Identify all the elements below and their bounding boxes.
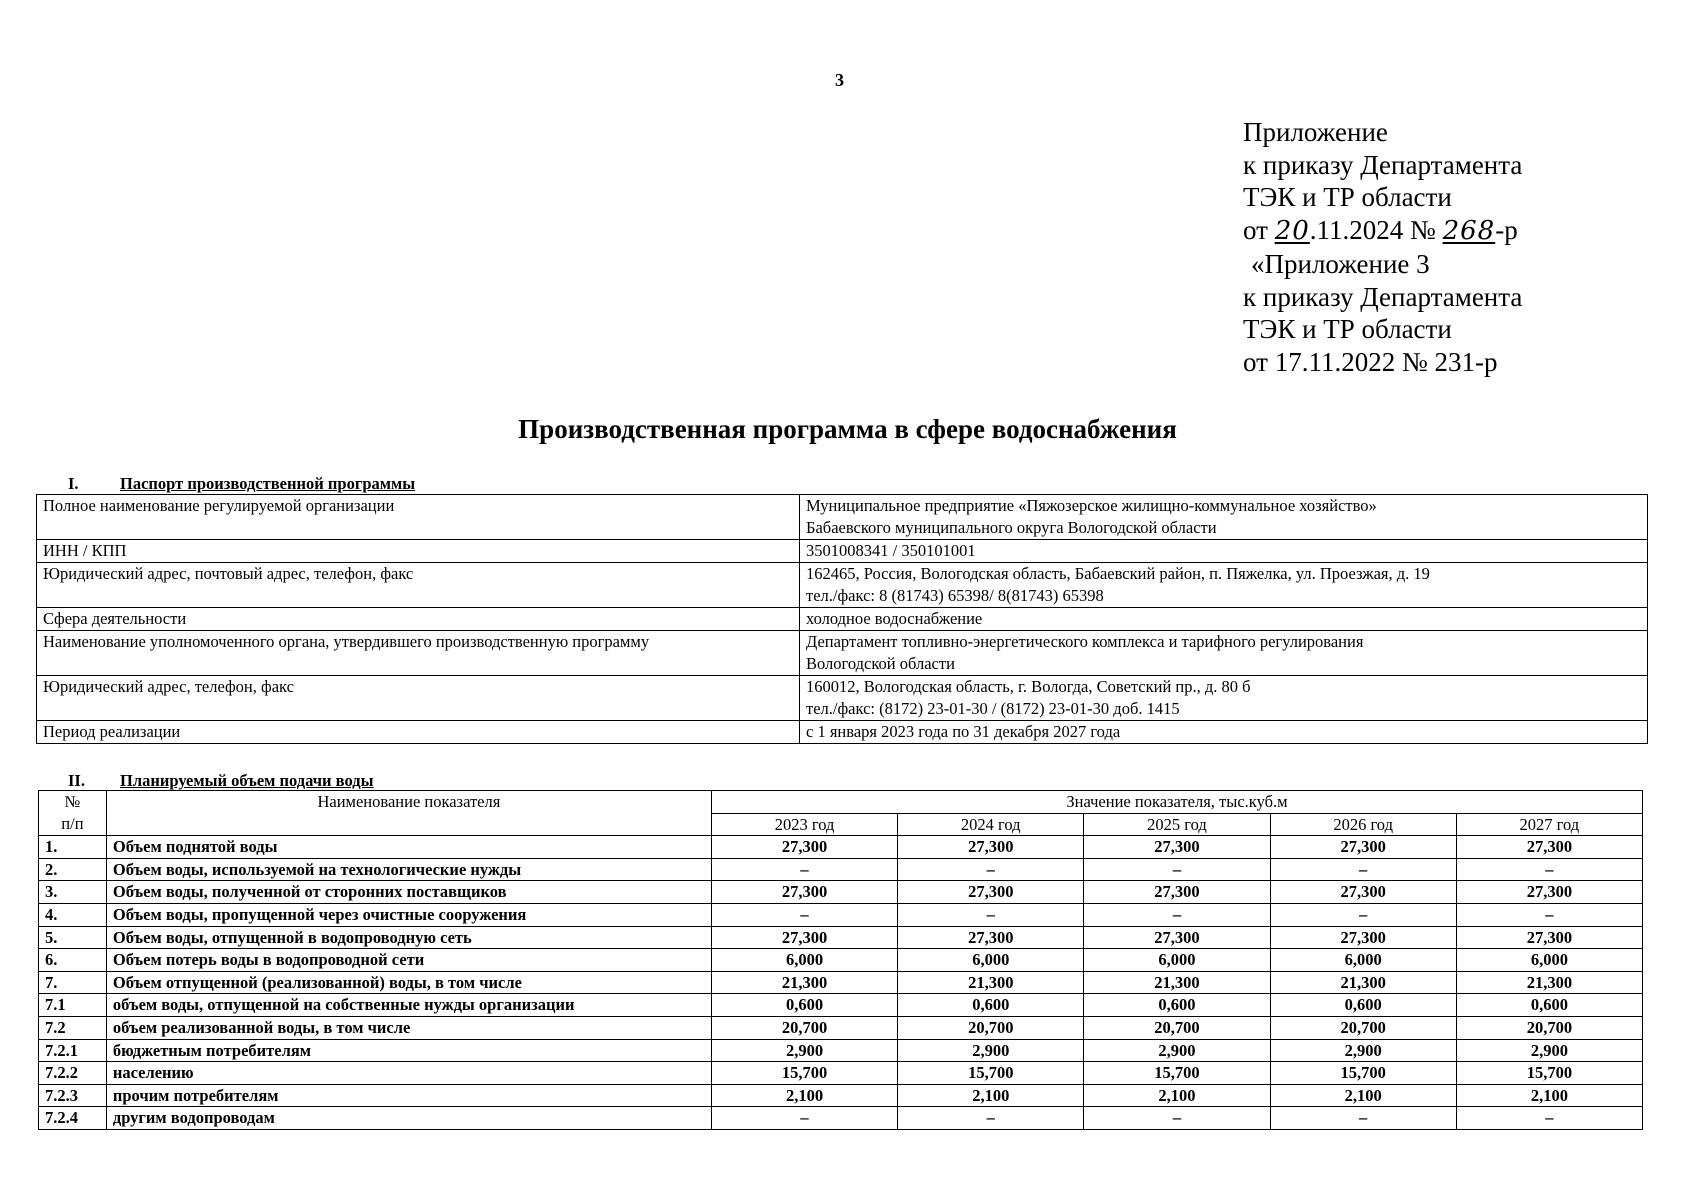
row-indicator-name: прочим потребителям bbox=[106, 1084, 711, 1107]
row-value: 27,300 bbox=[711, 836, 897, 859]
row-value: 2,100 bbox=[1270, 1084, 1456, 1107]
row-number: 6. bbox=[39, 949, 107, 972]
passport-label: Наименование уполномоченного органа, утвердившего производственную программу bbox=[37, 631, 800, 676]
row-number: 7.2.1 bbox=[39, 1039, 107, 1062]
row-value: 6,000 bbox=[898, 949, 1084, 972]
row-number: 7.2.4 bbox=[39, 1107, 107, 1130]
row-value: – bbox=[711, 1107, 897, 1130]
row-value: 2,100 bbox=[898, 1084, 1084, 1107]
table-row bbox=[39, 836, 1643, 859]
table-row bbox=[39, 858, 1643, 881]
table-row bbox=[39, 903, 1643, 926]
header-name: Наименование показателя bbox=[106, 791, 711, 836]
row-number: 7.2 bbox=[39, 1016, 107, 1039]
passport-value bbox=[800, 631, 1648, 676]
appendix-block bbox=[1243, 116, 1522, 379]
row-value: 15,700 bbox=[1084, 1062, 1270, 1085]
row-indicator-name: Объем поднятой воды bbox=[106, 836, 711, 859]
row-value: 2,100 bbox=[1456, 1084, 1642, 1107]
row-value: 6,000 bbox=[711, 949, 897, 972]
passport-label: Юридический адрес, телефон, факс bbox=[37, 676, 800, 721]
appendix-line: «Приложение 3 bbox=[1251, 248, 1430, 279]
row-value: 0,600 bbox=[1456, 994, 1642, 1017]
row-value: 15,700 bbox=[1270, 1062, 1456, 1085]
table-row bbox=[37, 721, 1648, 744]
row-number: 7. bbox=[39, 971, 107, 994]
table-row bbox=[39, 1084, 1643, 1107]
row-value: 27,300 bbox=[1084, 881, 1270, 904]
header-year: 2023 год bbox=[711, 813, 897, 836]
table-header-row bbox=[39, 791, 1643, 814]
row-value: – bbox=[898, 1107, 1084, 1130]
handwritten-day: 20 bbox=[1274, 216, 1310, 247]
row-number: 5. bbox=[39, 926, 107, 949]
passport-label: Юридический адрес, почтовый адрес, телефон, факс bbox=[37, 563, 800, 608]
header-num-line: № bbox=[64, 792, 81, 811]
appendix-line: к приказу Департамента bbox=[1243, 149, 1523, 180]
table-row bbox=[37, 676, 1648, 721]
table-row bbox=[39, 994, 1643, 1017]
section-number: I. bbox=[68, 474, 79, 493]
appendix-line: Приложение bbox=[1243, 117, 1388, 147]
passport-table bbox=[36, 494, 1648, 744]
document-title: Производственная программа в сфере водоснабжения bbox=[518, 414, 1177, 444]
row-number: 3. bbox=[39, 881, 107, 904]
row-value: 15,700 bbox=[1456, 1062, 1642, 1085]
row-value: 2,900 bbox=[1270, 1039, 1456, 1062]
row-value: – bbox=[1456, 1107, 1642, 1130]
row-indicator-name: объем реализованной воды, в том числе bbox=[106, 1016, 711, 1039]
row-number: 2. bbox=[39, 858, 107, 881]
row-indicator-name: другим водопроводам bbox=[106, 1107, 711, 1130]
row-value: 2,100 bbox=[711, 1084, 897, 1107]
row-value: 6,000 bbox=[1456, 949, 1642, 972]
row-value: 0,600 bbox=[711, 994, 897, 1017]
row-value: 27,300 bbox=[1270, 881, 1456, 904]
row-indicator-name: Объем отпущенной (реализованной) воды, в том числе bbox=[106, 971, 711, 994]
row-value: – bbox=[711, 903, 897, 926]
row-value: 2,900 bbox=[1084, 1039, 1270, 1062]
passport-value bbox=[800, 540, 1648, 563]
passport-label: ИНН / КПП bbox=[37, 540, 800, 563]
row-indicator-name: Объем воды, отпущенной в водопроводную сеть bbox=[106, 926, 711, 949]
appendix-line: ТЭК и ТР области bbox=[1243, 182, 1452, 213]
header-year: 2027 год bbox=[1456, 813, 1642, 836]
row-indicator-name: Объем воды, используемой на технологические нужды bbox=[106, 858, 711, 881]
page-number: 3 bbox=[835, 70, 844, 90]
row-value: – bbox=[1270, 903, 1456, 926]
passport-label: Период реализации bbox=[37, 721, 800, 744]
row-indicator-name: Объем потерь воды в водопроводной сети bbox=[106, 949, 711, 972]
row-value: 15,700 bbox=[711, 1062, 897, 1085]
row-number: 1. bbox=[39, 836, 107, 859]
row-value: 21,300 bbox=[711, 971, 897, 994]
row-value: – bbox=[1084, 903, 1270, 926]
passport-value-line: Муниципальное предприятие «Пяжозерское жилищно-коммунальное хозяйство» bbox=[806, 496, 1377, 515]
section-number: II. bbox=[68, 771, 85, 790]
passport-label: Полное наименование регулируемой организации bbox=[37, 495, 800, 540]
passport-value bbox=[800, 608, 1648, 631]
row-value: – bbox=[898, 903, 1084, 926]
row-number: 7.2.2 bbox=[39, 1062, 107, 1085]
passport-value-line: Вологодской области bbox=[806, 654, 955, 673]
table-row bbox=[39, 1039, 1643, 1062]
passport-value bbox=[800, 495, 1648, 540]
appendix-line: к приказу Департамента bbox=[1243, 281, 1523, 312]
table-row bbox=[37, 495, 1648, 540]
row-value: 21,300 bbox=[1456, 971, 1642, 994]
passport-value bbox=[800, 676, 1648, 721]
header-year: 2024 год bbox=[898, 813, 1084, 836]
passport-value-line: 162465, Россия, Вологодская область, Бабаевский район, п. Пяжелка, ул. Проезжая, д. 19 bbox=[806, 564, 1430, 583]
passport-value-line: тел./факс: (8172) 23-01-30 / (8172) 23-01-30 доб. 1415 bbox=[806, 699, 1180, 718]
row-value: – bbox=[1270, 858, 1456, 881]
row-value: 21,300 bbox=[1084, 971, 1270, 994]
row-value: 27,300 bbox=[1456, 881, 1642, 904]
section-title: Паспорт производственной программы bbox=[120, 474, 416, 493]
row-value: 27,300 bbox=[898, 926, 1084, 949]
passport-value-line: Бабаевского муниципального округа Вологодской области bbox=[806, 518, 1217, 537]
header-value-group: Значение показателя, тыс.куб.м bbox=[711, 791, 1642, 814]
passport-label: Сфера деятельности bbox=[37, 608, 800, 631]
water-volume-table bbox=[38, 790, 1643, 1130]
row-value: 20,700 bbox=[1084, 1016, 1270, 1039]
row-value: – bbox=[711, 858, 897, 881]
row-value: 2,100 bbox=[1084, 1084, 1270, 1107]
row-value: – bbox=[1456, 858, 1642, 881]
appendix-date-line bbox=[1243, 214, 1522, 248]
row-value: 21,300 bbox=[1270, 971, 1456, 994]
passport-value bbox=[800, 721, 1648, 744]
row-value: 0,600 bbox=[898, 994, 1084, 1017]
row-value: 27,300 bbox=[711, 881, 897, 904]
row-value: 27,300 bbox=[898, 881, 1084, 904]
row-number: 7.2.3 bbox=[39, 1084, 107, 1107]
row-value: – bbox=[1084, 858, 1270, 881]
row-value: 27,300 bbox=[1270, 926, 1456, 949]
table-row bbox=[37, 540, 1648, 563]
row-value: 15,700 bbox=[898, 1062, 1084, 1085]
header-year: 2026 год bbox=[1270, 813, 1456, 836]
row-value: – bbox=[898, 858, 1084, 881]
passport-value-line: с 1 января 2023 года по 31 декабря 2027 года bbox=[806, 722, 1121, 741]
table-row bbox=[39, 1107, 1643, 1130]
row-indicator-name: Объем воды, пропущенной через очистные сооружения bbox=[106, 903, 711, 926]
row-indicator-name: населению bbox=[106, 1062, 711, 1085]
row-value: 2,900 bbox=[711, 1039, 897, 1062]
row-indicator-name: бюджетным потребителям bbox=[106, 1039, 711, 1062]
section-title: Планируемый объем подачи воды bbox=[120, 771, 374, 790]
table-row bbox=[39, 971, 1643, 994]
row-value: 27,300 bbox=[898, 836, 1084, 859]
passport-value-line: Департамент топливно-энергетического комплекса и тарифного регулирования bbox=[806, 632, 1364, 651]
row-value: 20,700 bbox=[898, 1016, 1084, 1039]
row-number: 7.1 bbox=[39, 994, 107, 1017]
row-value: 27,300 bbox=[1456, 836, 1642, 859]
row-value: – bbox=[1456, 903, 1642, 926]
row-number: 4. bbox=[39, 903, 107, 926]
row-value: 27,300 bbox=[1084, 926, 1270, 949]
appendix-date-suffix: -р bbox=[1495, 215, 1518, 246]
passport-value-line: тел./факс: 8 (81743) 65398/ 8(81743) 65398 bbox=[806, 586, 1104, 605]
row-value: 0,600 bbox=[1084, 994, 1270, 1017]
table-row bbox=[37, 563, 1648, 608]
section-heading-passport bbox=[68, 474, 415, 494]
table-row bbox=[39, 949, 1643, 972]
row-value: 27,300 bbox=[1270, 836, 1456, 859]
row-value: 6,000 bbox=[1270, 949, 1456, 972]
appendix-date-prefix: от bbox=[1243, 215, 1268, 246]
header-num bbox=[39, 791, 107, 836]
passport-value-line: холодное водоснабжение bbox=[806, 609, 983, 628]
row-value: 21,300 bbox=[898, 971, 1084, 994]
appendix-line: от 17.11.2022 № 231-р bbox=[1243, 346, 1498, 377]
row-value: – bbox=[1270, 1107, 1456, 1130]
passport-value-line: 160012, Вологодская область, г. Вологда, Советский пр., д. 80 б bbox=[806, 677, 1251, 696]
row-value: 27,300 bbox=[1456, 926, 1642, 949]
row-value: 0,600 bbox=[1270, 994, 1456, 1017]
table-row bbox=[37, 631, 1648, 676]
table-row bbox=[39, 1062, 1643, 1085]
table-row bbox=[37, 608, 1648, 631]
row-indicator-name: объем воды, отпущенной на собственные нужды организации bbox=[106, 994, 711, 1017]
row-value: 27,300 bbox=[711, 926, 897, 949]
row-value: 6,000 bbox=[1084, 949, 1270, 972]
row-value: 20,700 bbox=[1456, 1016, 1642, 1039]
passport-value-line: 3501008341 / 350101001 bbox=[806, 541, 976, 560]
row-value: 27,300 bbox=[1084, 836, 1270, 859]
appendix-date-middle: .11.2024 № bbox=[1309, 215, 1436, 246]
row-value: – bbox=[1084, 1107, 1270, 1130]
row-value: 20,700 bbox=[1270, 1016, 1456, 1039]
handwritten-order-number: 268 bbox=[1442, 216, 1496, 247]
appendix-line: ТЭК и ТР области bbox=[1243, 314, 1452, 345]
header-num-line: п/п bbox=[61, 813, 84, 833]
row-indicator-name: Объем воды, полученной от сторонних поставщиков bbox=[106, 881, 711, 904]
table-row bbox=[39, 926, 1643, 949]
row-value: 2,900 bbox=[1456, 1039, 1642, 1062]
passport-value bbox=[800, 563, 1648, 608]
row-value: 20,700 bbox=[711, 1016, 897, 1039]
table-row bbox=[39, 1016, 1643, 1039]
table-row bbox=[39, 881, 1643, 904]
header-year: 2025 год bbox=[1084, 813, 1270, 836]
row-value: 2,900 bbox=[898, 1039, 1084, 1062]
section-heading-volume bbox=[68, 771, 374, 791]
